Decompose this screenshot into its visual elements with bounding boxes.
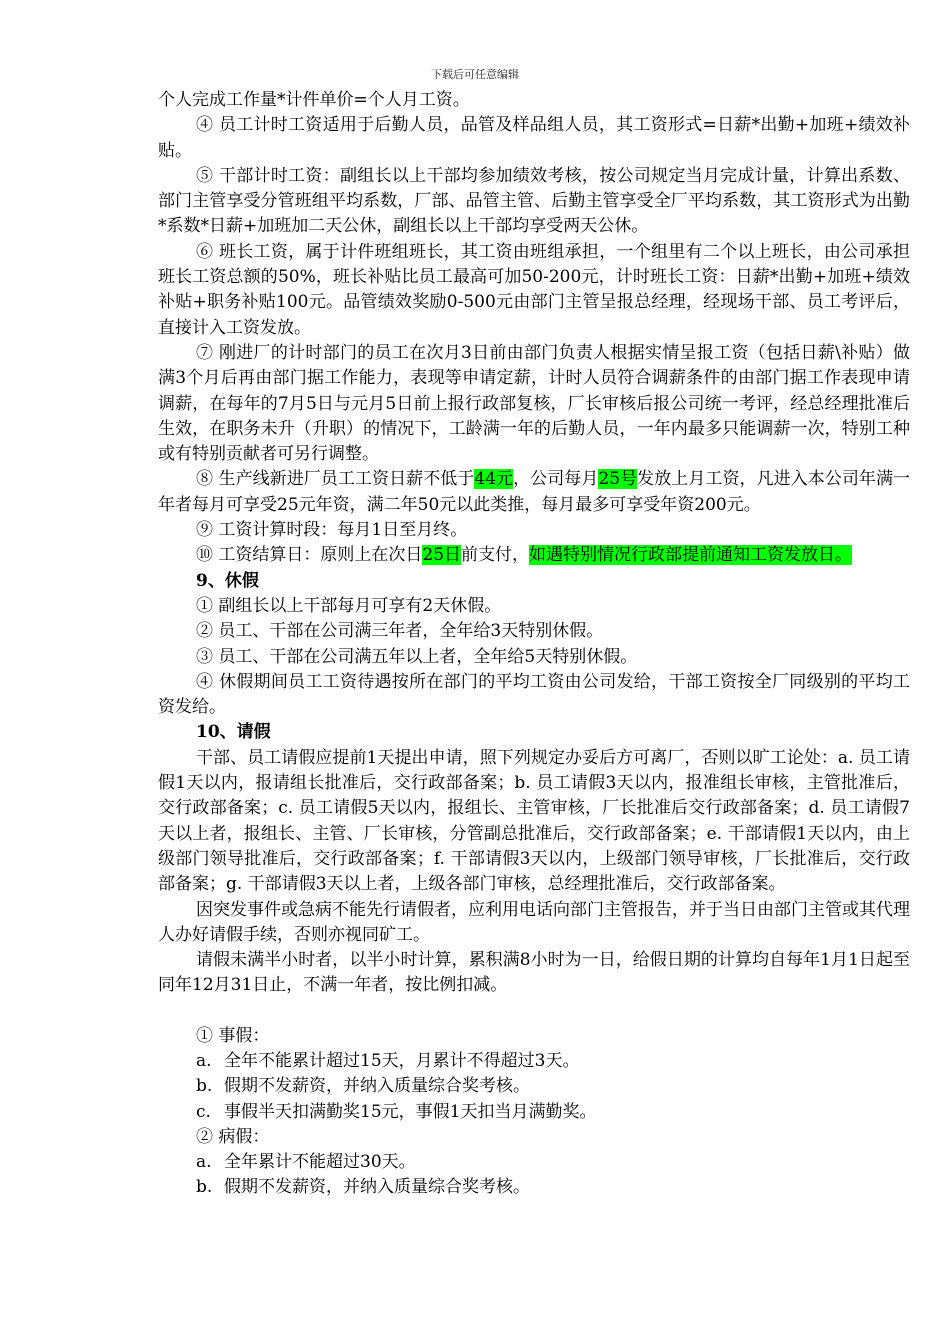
text-run: 发放上月工资，凡进入本公司年满一年者每月可享受25元年资，满二年50元以此类推，每月最多可享受年资200元。	[158, 469, 911, 515]
paragraph-item-5: ⑤ 干部计时工资：副组长以上干部均参加绩效考核，按公司规定当月完成计量，计算出系数、部门主管享受分管班组平均系数，厂部、品管主管、后勤主管享受全厂平均系数，其工资形式为出勤*系数*日薪+加班加二天公休，副组长以上干部均享受两天公休。	[158, 165, 910, 237]
vacation-item-2: ② 员工、干部在公司满三年者，全年给3天特别休假。	[196, 621, 604, 642]
paragraph-item-8	[158, 467, 910, 518]
item-marker: a.	[196, 1050, 212, 1071]
vacation-item-3: ③ 员工、干部在公司满五年以上者，全年给5天特别休假。	[196, 646, 638, 667]
item-marker: b.	[196, 1076, 213, 1097]
leave-calculation-paragraph: 请假未满半小时者，以半小时计算，累积满8小时为一日，给假日期的计算均自每年1月1日起至同年12月31日止，不满一年者，按比例扣减。	[158, 950, 910, 996]
personal-leave-heading: ① 事假：	[196, 1025, 270, 1046]
item-text: 全年不能累计超过15天，月累计不得超过3天。	[224, 1050, 580, 1071]
vacation-item-1: ① 副组长以上干部每月可享有2天休假。	[196, 595, 502, 616]
leave-rules-paragraph: 干部、员工请假应提前1天提出申请，照下列规定办妥后方可离厂，否则以旷工论处：a. 员工请假1天以内，报请组长批准后，交行政部备案；b. 员工请假3天以内，报准组长审核，主管批准后，交行政部备案；c. 员工请假5天以内，报组长、主管审核，厂长批准后交行政部备案；d. 员工请假7天以上者，报组长、主管、厂长审核，分管副总批准后，交行政部备案；e. 干部请假1天以内，由上级部门领导批准后，交行政部备案；f. 干部请假3天以内，上级部门领导审核，厂长批准后，交行政部备案；g. 干部请假3天以上者，上级各部门审核，总经理批准后，交行政部备案。	[158, 747, 910, 895]
personal-leave-item-c	[158, 1100, 910, 1125]
highlight-notice: 如遇特别情况行政部提前通知工资发放日。	[529, 545, 853, 566]
page-header: 下载后可任意编辑	[431, 68, 519, 81]
paragraph-item-7: ⑦ 刚进厂的计时部门的员工在次月3日前由部门负责人根据实情呈报工资（包括日薪\补贴）做满3个月后再由部门据工作能力，表现等申请定薪，计时人员符合调薪条件的由部门据工作表现申请调薪，在每年的7月5日与元月5日前上报行政部复核，厂长审核后报公司统一考评，经总经理批准后生效，在职务未升（升职）的情况下，工龄满一年的后勤人员，一年内最多只能调薪一次，特别工种或有特别贡献者可另行调整。	[158, 342, 910, 465]
personal-leave-item-b	[158, 1074, 910, 1099]
item-marker: b.	[196, 1177, 213, 1198]
item-marker: a.	[196, 1152, 212, 1173]
sick-leave-item-a	[158, 1150, 910, 1175]
item-text: 全年累计不能超过30天。	[224, 1152, 416, 1173]
section-heading-vacation: 9、休假	[196, 570, 259, 591]
personal-leave-item-a	[158, 1049, 910, 1074]
item-marker: c.	[196, 1101, 211, 1122]
text-run: ，公司每月	[513, 469, 599, 490]
text-run: ⑩ 工资结算日：原则上在次日	[196, 545, 423, 566]
section-heading-leave: 10、请假	[196, 722, 271, 743]
paragraph-item-6: ⑥ 班长工资，属于计件班组班长，其工资由班组承担，一个组里有二个以上班长，由公司承担班长工资总额的50%，班长补贴比员工最高可加50-200元，计时班长工资：日薪*出勤+加班+绩效补贴+职务补贴100元。品管绩效奖励0-500元由部门主管呈报总经理，经现场干部、员工考评后，直接计入工资发放。	[158, 241, 910, 338]
blank-line	[158, 999, 910, 1024]
paragraph-item-9: ⑨ 工资计算时段：每月1日至月终。	[196, 520, 468, 541]
paragraph-item-10	[158, 543, 910, 568]
vacation-item-4: ④ 休假期间员工工资待遇按所在部门的平均工资由公司发给，干部工资按全厂同级别的平均工资发给。	[158, 671, 910, 718]
item-text: 事假半天扣满勤奖15元，事假1天扣当月满勤奖。	[224, 1101, 597, 1122]
sick-leave-item-b	[158, 1175, 910, 1200]
highlight-settlement-day: 25日	[422, 545, 462, 566]
sick-leave-heading: ② 病假：	[196, 1126, 270, 1147]
text-run: ⑧ 生产线新进厂员工工资日薪不低于	[196, 469, 475, 490]
highlight-daily-wage: 44元	[474, 469, 514, 490]
item-text: 假期不发薪资，并纳入质量综合奖考核。	[224, 1177, 530, 1198]
paragraph-piece-wage-formula: 个人完成工作量*计件单价=个人月工资。	[158, 90, 470, 110]
text-run: 前支付，	[461, 545, 530, 566]
highlight-pay-date: 25号	[598, 469, 638, 490]
emergency-leave-paragraph: 因突发事件或急病不能先行请假者，应利用电话向部门主管报告，并于当日由部门主管或其代理人办好请假手续，否则亦视同矿工。	[158, 899, 910, 945]
paragraph-item-4: ④ 员工计时工资适用于后勤人员，品管及样品组人员，其工资形式=日薪*出勤+加班+绩效补贴。	[158, 115, 910, 161]
item-text: 假期不发薪资，并纳入质量综合奖考核。	[224, 1076, 530, 1097]
document-body	[158, 88, 910, 1201]
